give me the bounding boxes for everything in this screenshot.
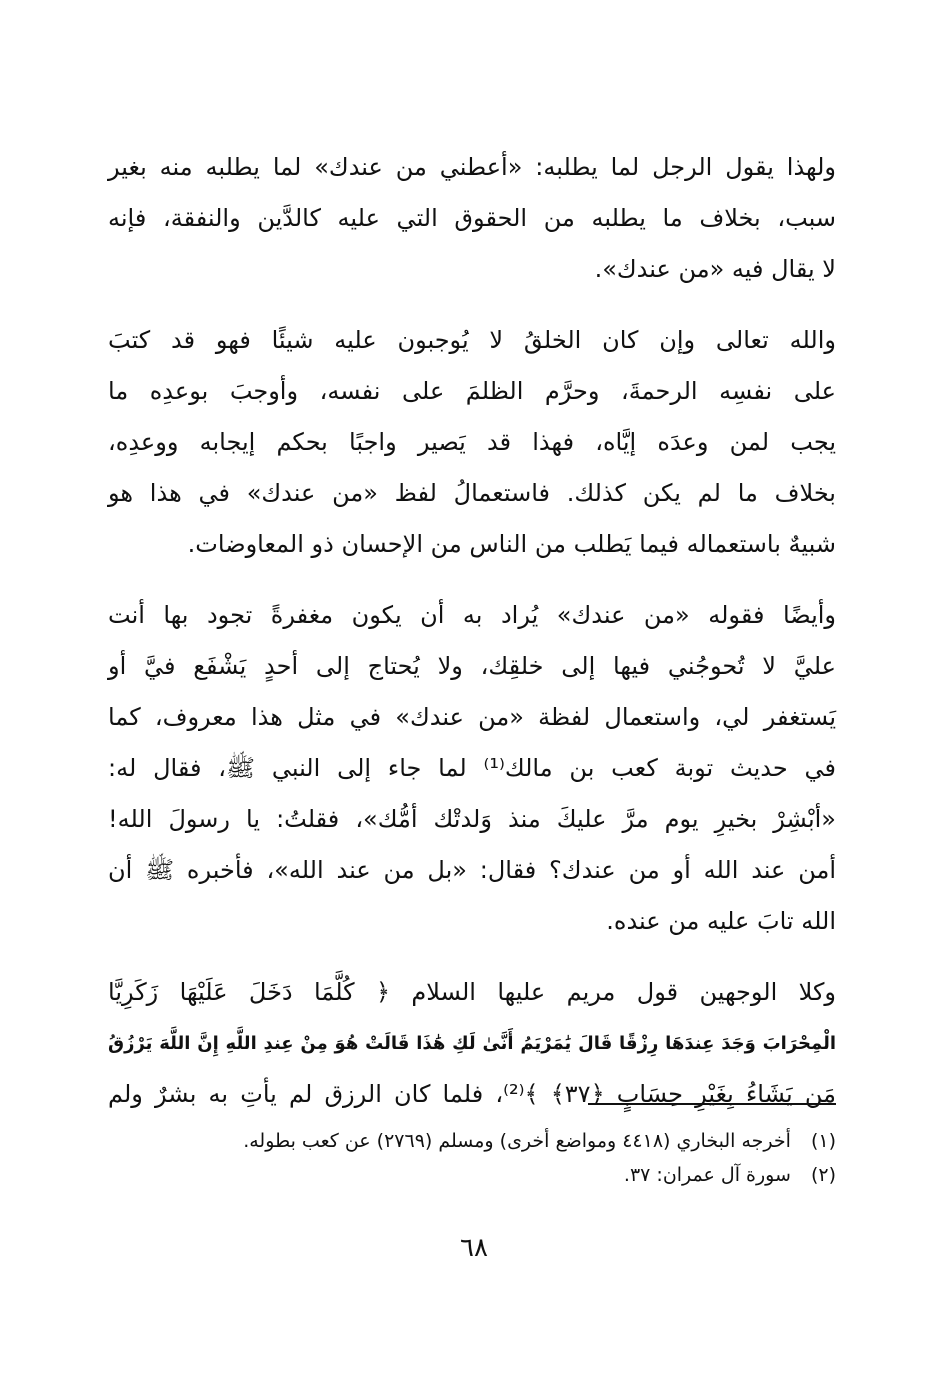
text-line: الله تابَ عليه من عنده. bbox=[606, 907, 836, 935]
paragraph-4 bbox=[108, 967, 836, 1120]
main-text bbox=[108, 142, 836, 1140]
text-line: شبيهٌ باستعماله فيما يَطلب من الناس من الإحسان ذو المعاوضات. bbox=[187, 530, 836, 558]
text-line: لا يقال فيه «من عندك». bbox=[594, 255, 836, 283]
text-line: عليَّ لا تُحوجُني فيها إلى خلقِك، ولا يُحتاج إلى أحدٍ يَشْفَع فيَّ أو bbox=[108, 652, 836, 680]
footnote-1 bbox=[108, 1124, 836, 1158]
text-line: وكلا الوجهين قول مريم عليها السلام ﴿ كُلَّمَا دَخَلَ عَلَيْهَا زَكَرِيَّا bbox=[108, 978, 836, 1006]
footnote-2 bbox=[108, 1158, 836, 1192]
text-line: سبب، بخلاف ما يطلبه من الحقوق التي عليه كالدَّين والنفقة، فإنه bbox=[108, 204, 836, 232]
footnote-number: (٢) bbox=[810, 1164, 836, 1186]
text-line: في حديث توبة كعب بن مالك⁽¹⁾ لما جاء إلى النبي ﷺ، فقال له: bbox=[108, 754, 836, 782]
paragraph-3 bbox=[108, 590, 836, 947]
text-line: ولهذا يقول الرجل لما يطلبه: «أعطني من عندك» لما يطلبه منه بغير bbox=[108, 153, 836, 181]
paragraph-1 bbox=[108, 142, 836, 295]
footnotes bbox=[108, 1124, 836, 1192]
footnote-text: أخرجه البخاري (٤٤١٨ ومواضع أخرى) ومسلم (٢٧٦٩) عن كعب بطوله. bbox=[243, 1130, 791, 1152]
text-line: أمن عند الله أو من عندك؟ فقال: «بل من عند الله»، فأخبره ﷺ أن bbox=[108, 856, 836, 884]
text-line: مَن يَشَاءُ بِغَيْرِ حِسَابٍ ﴿٣٧﴾ ﴾⁽²⁾، فلما كان الرزق لم يأتِ به بشرٌ ولم bbox=[108, 1080, 836, 1108]
footnote-text: سورة آل عمران: ٣٧. bbox=[623, 1164, 791, 1186]
quran-verse-line: الْمِحْرَابَ وَجَدَ عِندَهَا رِزْقًا قَالَ يَٰمَرْيَمُ أَنَّىٰ لَكِ هَٰذَا قَالَتْ هُوَ مِنْ عِندِ اللَّهِ إِنَّ اللَّهَ يَرْزُقُ bbox=[108, 1033, 836, 1054]
footnote-separator bbox=[588, 1103, 836, 1105]
text-line: يجب لمن وعدَه إيَّاه، فهذا قد يَصير واجبًا بحكم إيجابه ووعدِه، bbox=[108, 428, 836, 456]
footnote-number: (١) bbox=[810, 1130, 836, 1152]
paragraph-2 bbox=[108, 315, 836, 570]
page-number: ٦٨ bbox=[460, 1233, 488, 1263]
text-line: والله تعالى وإن كان الخلقُ لا يُوجبون عليه شيئًا فهو قد كتبَ bbox=[108, 326, 836, 354]
text-line: على نفسِه الرحمةَ، وحرَّم الظلمَ على نفسه، وأوجبَ بوعدِه ما bbox=[108, 377, 836, 405]
text-line: يَستغفر لي، واستعمال لفظة «من عندك» في مثل هذا معروف، كما bbox=[108, 703, 836, 731]
text-line: وأيضًا فقوله «من عندك» يُراد به أن يكون مغفرةً تجود بها أنت bbox=[108, 601, 836, 629]
text-line: «أبْشِرْ بخيرِ يوم مرَّ عليكَ منذ وَلدتْك أمُّك»، فقلتُ: يا رسولَ الله! bbox=[108, 805, 836, 833]
text-line: بخلاف ما لم يكن كذلك. فاستعمالُ لفظ «من عندك» في هذا هو bbox=[108, 479, 836, 507]
